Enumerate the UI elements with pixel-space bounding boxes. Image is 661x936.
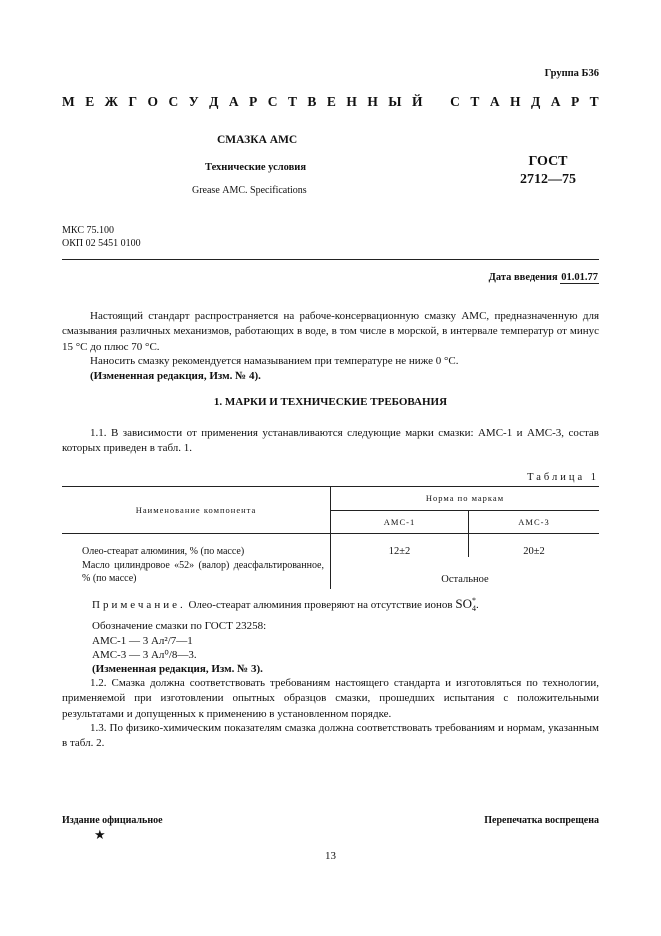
heading-letter: Е (326, 94, 336, 109)
heading-letter: Е (85, 94, 95, 109)
heading-letter (433, 94, 440, 110)
heading-letter: Т (589, 94, 599, 109)
heading-letter: В (307, 94, 317, 109)
okp-code: ОКП 02 5451 0100 (62, 238, 141, 249)
header-ams3: АМС-3 (469, 510, 600, 534)
heading-letter: С (450, 94, 460, 109)
heading-letter: Р (570, 94, 580, 109)
row1-ams1: 12±2 (331, 534, 469, 558)
interstate-standard-heading (62, 94, 599, 110)
heading-letter: А (550, 94, 561, 109)
heading-letter: Г (128, 94, 138, 109)
table-caption: Таблица 1 (527, 472, 599, 483)
date-value: 01.01.77 (561, 272, 598, 283)
designation-ams3: АМС-3 — 3 Ал⁰/8—3. (92, 649, 197, 661)
heading-letter: Д (209, 94, 219, 109)
heading-letter: Й (412, 94, 423, 109)
header-norm: Норма по маркам (331, 487, 600, 511)
intro-change-note: (Измененная редакция, Изм. № 4). (90, 370, 261, 382)
heading-letter: С (168, 94, 179, 109)
ion-charge: * (472, 596, 477, 606)
row2-merged: Остальное (441, 574, 489, 585)
designation-heading: Обозначение смазки по ГОСТ 23258: (92, 620, 267, 632)
gost-code: 2712—75 (520, 172, 576, 187)
gost-number (520, 153, 576, 189)
document-subtitle: Технические условия (205, 162, 307, 173)
mks-code: МКС 75.100 (62, 225, 114, 236)
heading-letter: Р (249, 94, 258, 109)
header-ams1: АМС-1 (331, 510, 469, 534)
group-code: Группа Б36 (544, 68, 599, 79)
introduction-date (489, 272, 599, 283)
clause-1-1: 1.1. В зависимости от применения устанавливаются следующие марки смазки: АМС-1 и АМС-3, состав которых приведен в табл. 1. (62, 427, 599, 455)
intro-paragraph-1: Настоящий стандарт распространяется на рабоче-консервационную смазку АМС, предназначенную для смазывания различных механизмов, работающих в воде, в том числе в морской, в интервале температур от минус 15 °С до плюс 70 °С. (62, 310, 599, 353)
designation-ams1: АМС-1 — 3 Ал²/7—1 (92, 635, 193, 647)
heading-letter: А (228, 94, 239, 109)
heading-letter: С (267, 94, 278, 109)
designation-change-note: (Измененная редакция, Изм. № 3). (92, 663, 263, 675)
composition-table (62, 486, 599, 589)
heading-letter: М (62, 94, 75, 109)
date-label: Дата введения (488, 272, 558, 283)
header-divider (62, 259, 599, 260)
clause-1-2: 1.2. Смазка должна соответствовать требованиям настоящего стандарта и изготовляться по технологии, применяемой при изготовлении опытных образцов смазки, прошедших испытания с положительными результатами и допущенных к применению в установленном порядке. (62, 677, 599, 720)
official-edition: Издание официальное (62, 815, 163, 826)
heading-letter: О (147, 94, 159, 109)
table-row (62, 557, 599, 589)
note-text: Олео-стеарат алюминия проверяют на отсутствие ионов (188, 599, 453, 611)
heading-letter: Т (287, 94, 297, 109)
classification-codes (62, 224, 141, 250)
note-label: Примечание. (92, 599, 186, 611)
page-number: 13 (325, 850, 336, 862)
heading-letter: Ж (104, 94, 119, 109)
reprint-prohibited: Перепечатка воспрещена (484, 815, 599, 826)
gost-label: ГОСТ (528, 154, 568, 169)
heading-letter: Т (470, 94, 480, 109)
star-icon: ★ (94, 827, 106, 842)
clause-1-3: 1.3. По физико-химическим показателям смазка должна соответствовать требованиям и нормам, указанным в табл. 2. (62, 722, 599, 750)
heading-letter: А (489, 94, 500, 109)
row2-name: Масло цилиндровое «52» (валор) деасфальтированное, % (по массе) (62, 557, 331, 589)
english-title: Grease АМС. Specifications (192, 185, 307, 196)
ion-base: SO (455, 596, 473, 611)
section-heading: 1. МАРКИ И ТЕХНИЧЕСКИЕ ТРЕБОВАНИЯ (213, 396, 448, 408)
ion-subscript: 4 (472, 604, 477, 614)
heading-letter: Н (510, 94, 521, 109)
intro-paragraph-2: Наносить смазку рекомендуется намазыванием при температуре не ниже 0 °С. (90, 355, 459, 367)
heading-letter: Н (367, 94, 378, 109)
ion-formula (455, 596, 477, 614)
heading-letter: У (188, 94, 199, 109)
document-title: СМАЗКА АМС (217, 134, 298, 146)
row1-name: Олео-стеарат алюминия, % (по массе) (62, 534, 331, 558)
header-component: Наименование компонента (62, 487, 331, 534)
heading-letter: Ы (388, 94, 402, 109)
table-row (62, 534, 599, 558)
heading-letter: Н (346, 94, 357, 109)
table-note: Примечание. Олео-стеарат алюминия проверяют на отсутствие ионов SO * 4 . (92, 596, 479, 614)
row1-ams3: 20±2 (523, 546, 545, 557)
heading-letter: Д (531, 94, 541, 109)
